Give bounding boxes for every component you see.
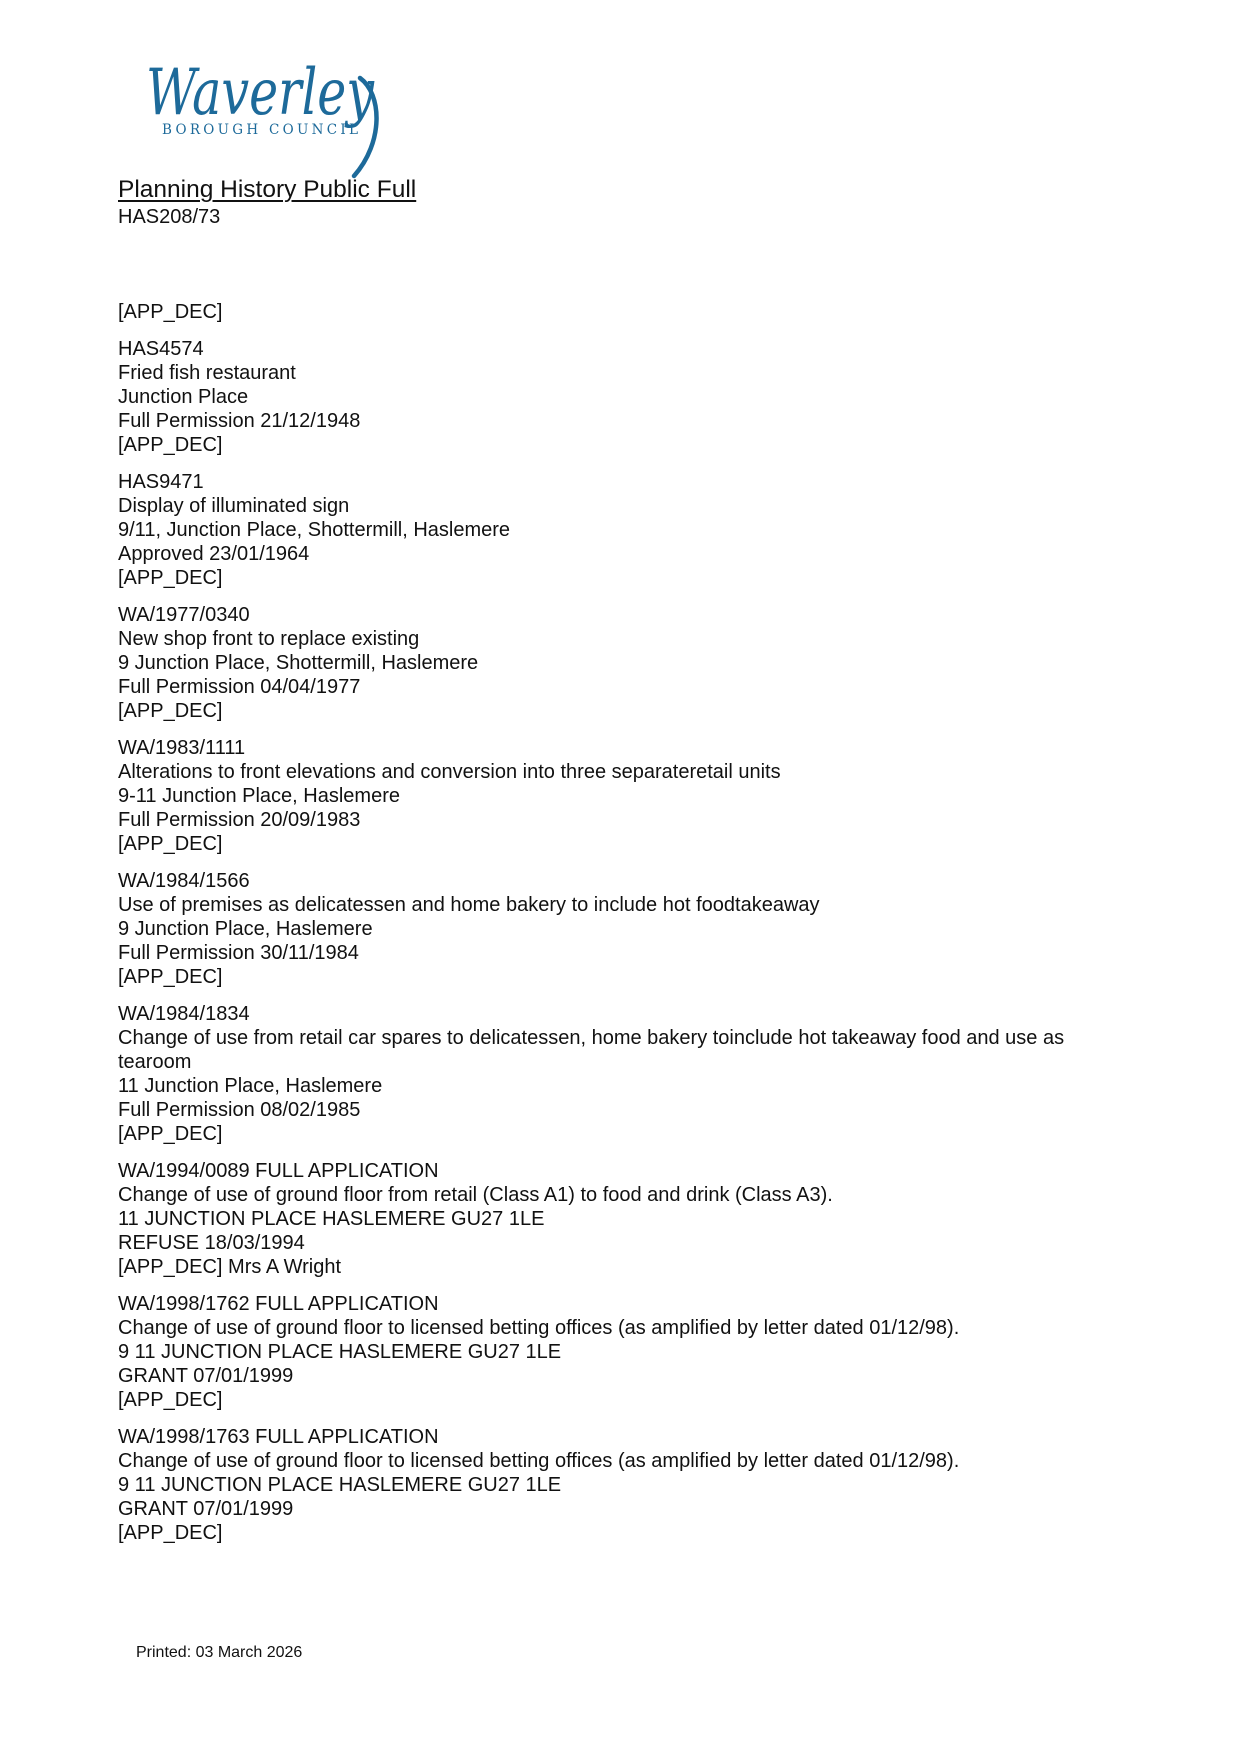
- record-address: 11 Junction Place, Haslemere: [118, 1075, 383, 1097]
- record-ref: HAS9471: [118, 471, 204, 493]
- record-description: Fried fish restaurant: [118, 362, 296, 384]
- planning-history-list: [118, 300, 1128, 1545]
- planning-record: [118, 470, 1128, 590]
- record-description: New shop front to replace existing: [118, 628, 420, 650]
- record-tag: [APP_DEC] Mrs A Wright: [118, 1256, 342, 1278]
- record-tag: [APP_DEC]: [118, 833, 223, 855]
- record-tag: [APP_DEC]: [118, 700, 223, 722]
- record-address: 11 JUNCTION PLACE HASLEMERE GU27 1LE: [118, 1208, 545, 1230]
- record-tag: [APP_DEC]: [118, 1522, 223, 1544]
- record-decision: Full Permission 20/09/1983: [118, 809, 361, 831]
- record-tag: [APP_DEC]: [118, 434, 223, 456]
- record-description: Change of use of ground floor from retail (Class A1) to food and drink (Class A3).: [118, 1184, 833, 1206]
- record-decision: Full Permission 30/11/1984: [118, 942, 359, 964]
- record-decision: Full Permission 21/12/1948: [118, 410, 361, 432]
- planning-record: [118, 1159, 1128, 1279]
- record-decision: GRANT 07/01/1999: [118, 1365, 294, 1387]
- record-ref: WA/1998/1763 FULL APPLICATION: [118, 1426, 439, 1448]
- record-ref: HAS4574: [118, 338, 204, 360]
- record-decision: GRANT 07/01/1999: [118, 1498, 294, 1520]
- record-decision: Full Permission 08/02/1985: [118, 1099, 361, 1121]
- record-ref: WA/1983/1111: [118, 737, 246, 759]
- record-address: 9/11, Junction Place, Shottermill, Haslemere: [118, 519, 511, 541]
- record-decision: REFUSE 18/03/1994: [118, 1232, 305, 1254]
- record-address: 9 11 JUNCTION PLACE HASLEMERE GU27 1LE: [118, 1474, 562, 1496]
- planning-record: [118, 1002, 1128, 1146]
- record-description: Display of illuminated sign: [118, 495, 350, 517]
- planning-record: [118, 603, 1128, 723]
- planning-record: [118, 337, 1128, 457]
- record-decision: Approved 23/01/1964: [118, 543, 310, 565]
- record-address: 9 11 JUNCTION PLACE HASLEMERE GU27 1LE: [118, 1341, 562, 1363]
- record-address: 9 Junction Place, Shottermill, Haslemere: [118, 652, 479, 674]
- page-title: Planning History Public Full: [118, 176, 417, 203]
- record-tag: [APP_DEC]: [118, 1123, 223, 1145]
- record-description: Change of use from retail car spares to delicatessen, home bakery toinclude hot takeaway food and use as tearoom: [118, 1027, 1065, 1073]
- record-ref: WA/1998/1762 FULL APPLICATION: [118, 1293, 439, 1315]
- record-ref: WA/1977/0340: [118, 604, 250, 626]
- planning-record: [118, 1292, 1128, 1412]
- record-tag: [APP_DEC]: [118, 567, 223, 589]
- record-address: 9 Junction Place, Haslemere: [118, 918, 373, 940]
- planning-record: [118, 1425, 1128, 1545]
- application-reference: HAS208/73: [118, 206, 221, 228]
- record-address: 9-11 Junction Place, Haslemere: [118, 785, 400, 807]
- intro-decision-tag: [APP_DEC]: [118, 301, 223, 323]
- printed-date: Printed: 03 March 2026: [136, 1644, 303, 1661]
- record-description: Change of use of ground floor to licensed betting offices (as amplified by letter dated 01/12/98).: [118, 1317, 960, 1339]
- logo-wordmark: Waverley: [146, 56, 375, 130]
- record-decision: Full Permission 04/04/1977: [118, 676, 361, 698]
- record-description: Alterations to front elevations and conversion into three separateretail units: [118, 761, 781, 783]
- record-address: Junction Place: [118, 386, 249, 408]
- record-ref: WA/1984/1834: [118, 1003, 250, 1025]
- record-tag: [APP_DEC]: [118, 1389, 223, 1411]
- record-tag: [APP_DEC]: [118, 966, 223, 988]
- council-logo: [146, 52, 396, 180]
- record-ref: WA/1984/1566: [118, 870, 250, 892]
- planning-record: [118, 869, 1128, 989]
- logo-subtext: BOROUGH COUNCIL: [162, 122, 358, 138]
- record-description: Use of premises as delicatessen and home bakery to include hot foodtakeaway: [118, 894, 820, 916]
- planning-record: [118, 736, 1128, 856]
- record-ref: WA/1994/0089 FULL APPLICATION: [118, 1160, 439, 1182]
- record-description: Change of use of ground floor to licensed betting offices (as amplified by letter dated 01/12/98).: [118, 1450, 960, 1472]
